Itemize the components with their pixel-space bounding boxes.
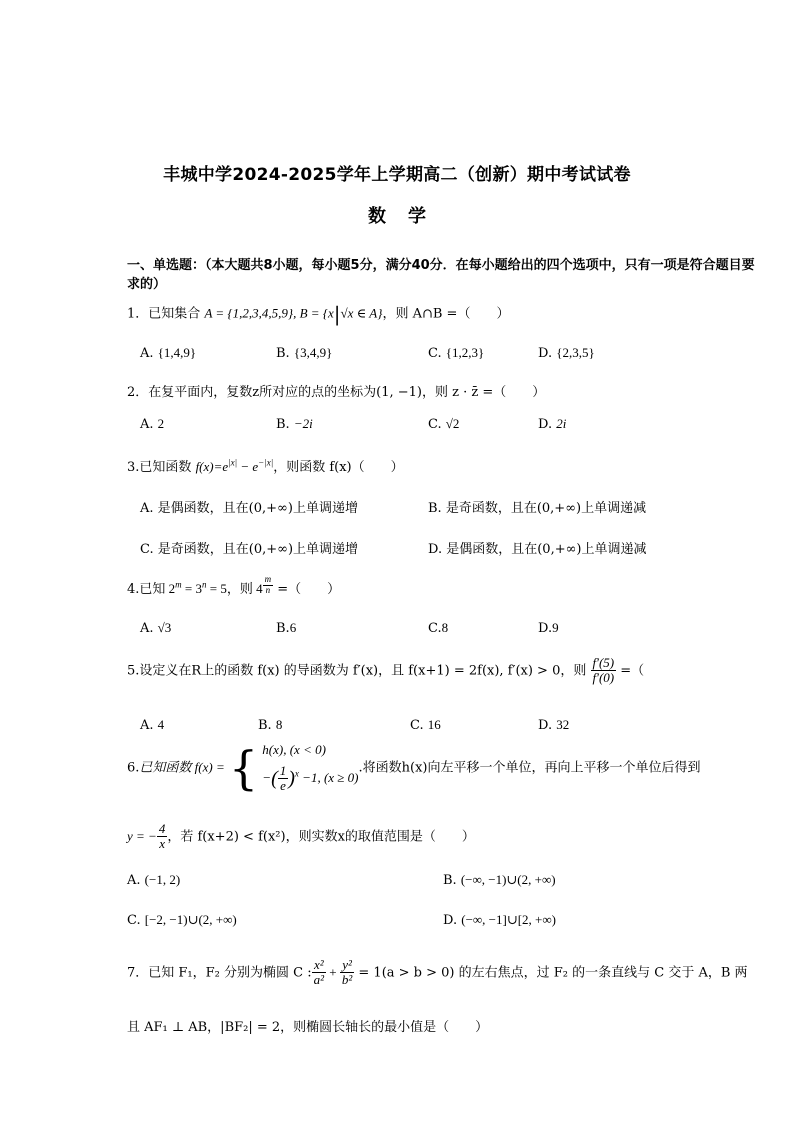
- question-7-stem: 7．已知 F₁，F₂ 分别为椭圆 C : $\frac{\text{x²}}{\text{a²}}$ + $\frac{\text{y²}}{\text{b²}}$ = 1(a > b > 0) 的左右焦点，过 F₂ 的一条直线与 C 交于 A，B 两: [127, 957, 748, 988]
- option-d: D. (−∞, −1]∪[2, +∞): [443, 912, 556, 928]
- question-number: 2．: [127, 385, 149, 400]
- question-number: 6.: [127, 760, 140, 776]
- option-a: A. (−1, 2): [127, 872, 181, 888]
- set-a: A = {1,2,3,4,5,9}: [204, 305, 294, 321]
- case-2: −( $\frac{1}{e}$ )$^x$ −1, (x ≥ 0): [262, 763, 359, 794]
- option-a: A. 2: [140, 416, 165, 432]
- set-b-head: , B = {x: [293, 305, 334, 321]
- question-number: 7．: [127, 965, 149, 981]
- option-d: D. 2i: [538, 416, 567, 432]
- exam-title: 丰城中学2024-2025学年上学期高二（创新）期中考试试卷: [163, 165, 631, 185]
- question-2-stem: [127, 381, 545, 400]
- option-c: C. [−2, −1)∪(2, +∞): [127, 912, 237, 928]
- question-6-line2: y = − $\frac{4}{x}$ ，若 f(x+2) < f(x²)，则实数x的取值范围是（ ）: [127, 821, 475, 852]
- set-b-condition: √x ∈ A}: [340, 305, 383, 321]
- function-lhs: 已知函数 f(x) =: [139, 759, 225, 775]
- option-c: C. 16: [410, 717, 441, 733]
- question-number: 3.: [127, 460, 140, 475]
- option-d: D. 32: [538, 717, 570, 733]
- piecewise-cases: [262, 742, 358, 794]
- question-tail: ，则函数 f(x)（ ）: [273, 460, 404, 475]
- option-c: C. {1,2,3}: [428, 345, 485, 361]
- section-heading: 一、单选题：（本大题共8小题，每小题5分，满分40分．在每小题给出的四个选项中，只有一项是符合题目要求的）: [127, 258, 755, 292]
- option-b: B. (−∞, −1)∪(2, +∞): [443, 872, 556, 888]
- option-c: C. √2: [428, 416, 460, 432]
- question-tail: =（: [616, 663, 645, 679]
- option-a: A. √3: [140, 620, 172, 636]
- question-7-line2: 且 AF₁ ⊥ AB，|BF₂| = 2，则椭圆长轴长的最小值是（ ）: [127, 1020, 489, 1035]
- case-1: h(x), (x < 0): [262, 742, 326, 757]
- function-expression: $f(x)=e^{|x|} - e^{-|x|}$: [195, 457, 274, 474]
- question-number: 4.: [127, 581, 140, 597]
- question-number: 1．: [127, 306, 149, 322]
- question-text: 在复平面内，复数z所对应的点的坐标为(1, −1)，则 z · z̄ =（ ）: [148, 385, 546, 400]
- option-a: A. 是偶函数，且在(0,+∞)上单调递增: [140, 501, 358, 516]
- equation: 已知 $2^m = 3^n = 5$，则 4 $^{\frac{m}{n}}$: [139, 574, 272, 596]
- question-text: 设定义在R上的函数 f(x) 的导函数为 f′(x)，且 f(x+1) = 2f(x), f′(x) > 0，则: [139, 663, 587, 679]
- option-b: B. 是奇函数，且在(0,+∞)上单调递减: [428, 501, 647, 516]
- ellipse-y-term: $\frac{\text{y²}}{\text{b²}}$: [341, 957, 353, 988]
- piecewise-brace: {: [228, 740, 259, 795]
- subject-title: 数学: [368, 206, 448, 227]
- question-text: .将函数h(x)向左平移一个单位，再向上平移一个单位后得到: [358, 760, 701, 776]
- ellipse-x-term: $\frac{\text{x²}}{\text{a²}}$: [313, 957, 325, 988]
- question-number: 5.: [127, 663, 140, 679]
- question-4-stem: [127, 575, 340, 597]
- question-text: 已知 F₁，F₂ 分别为椭圆 C :: [148, 965, 312, 981]
- option-d: D.9: [538, 620, 559, 636]
- derivative-ratio: $\frac{f'(5)}{f'(0)}$: [592, 655, 615, 686]
- question-3-stem: [127, 456, 404, 475]
- question-5-stem: [127, 656, 644, 686]
- option-b: B. {3,4,9}: [276, 345, 333, 361]
- option-a: A. {1,4,9}: [140, 345, 197, 361]
- question-tail: ，则 A∩B =（ ）: [382, 306, 510, 322]
- question-tail: =（ ）: [273, 581, 341, 597]
- option-c: C. 是奇函数，且在(0,+∞)上单调递增: [140, 542, 359, 557]
- question-6-stem: [127, 742, 701, 794]
- option-c: C.8: [428, 620, 449, 636]
- option-b: B.6: [276, 620, 297, 636]
- option-b: B. 8: [258, 717, 283, 733]
- option-a: A. 4: [140, 717, 165, 733]
- question-text-mid: = 1(a > b > 0) 的左右焦点，过 F₂ 的一条直线与 C 交于 A，B 两: [354, 965, 748, 981]
- question-text: 已知集合: [148, 306, 201, 322]
- question-text: 已知函数: [139, 460, 192, 475]
- option-b: B. −2i: [276, 416, 313, 432]
- option-d: D. 是偶函数，且在(0,+∞)上单调递减: [428, 542, 647, 557]
- option-d: D. {2,3,5}: [538, 345, 595, 361]
- question-1-stem: 1．已知集合 A = {1,2,3,4,5,9}, B = {x|√x ∈ A}，则 A∩B =（ ）: [127, 302, 510, 326]
